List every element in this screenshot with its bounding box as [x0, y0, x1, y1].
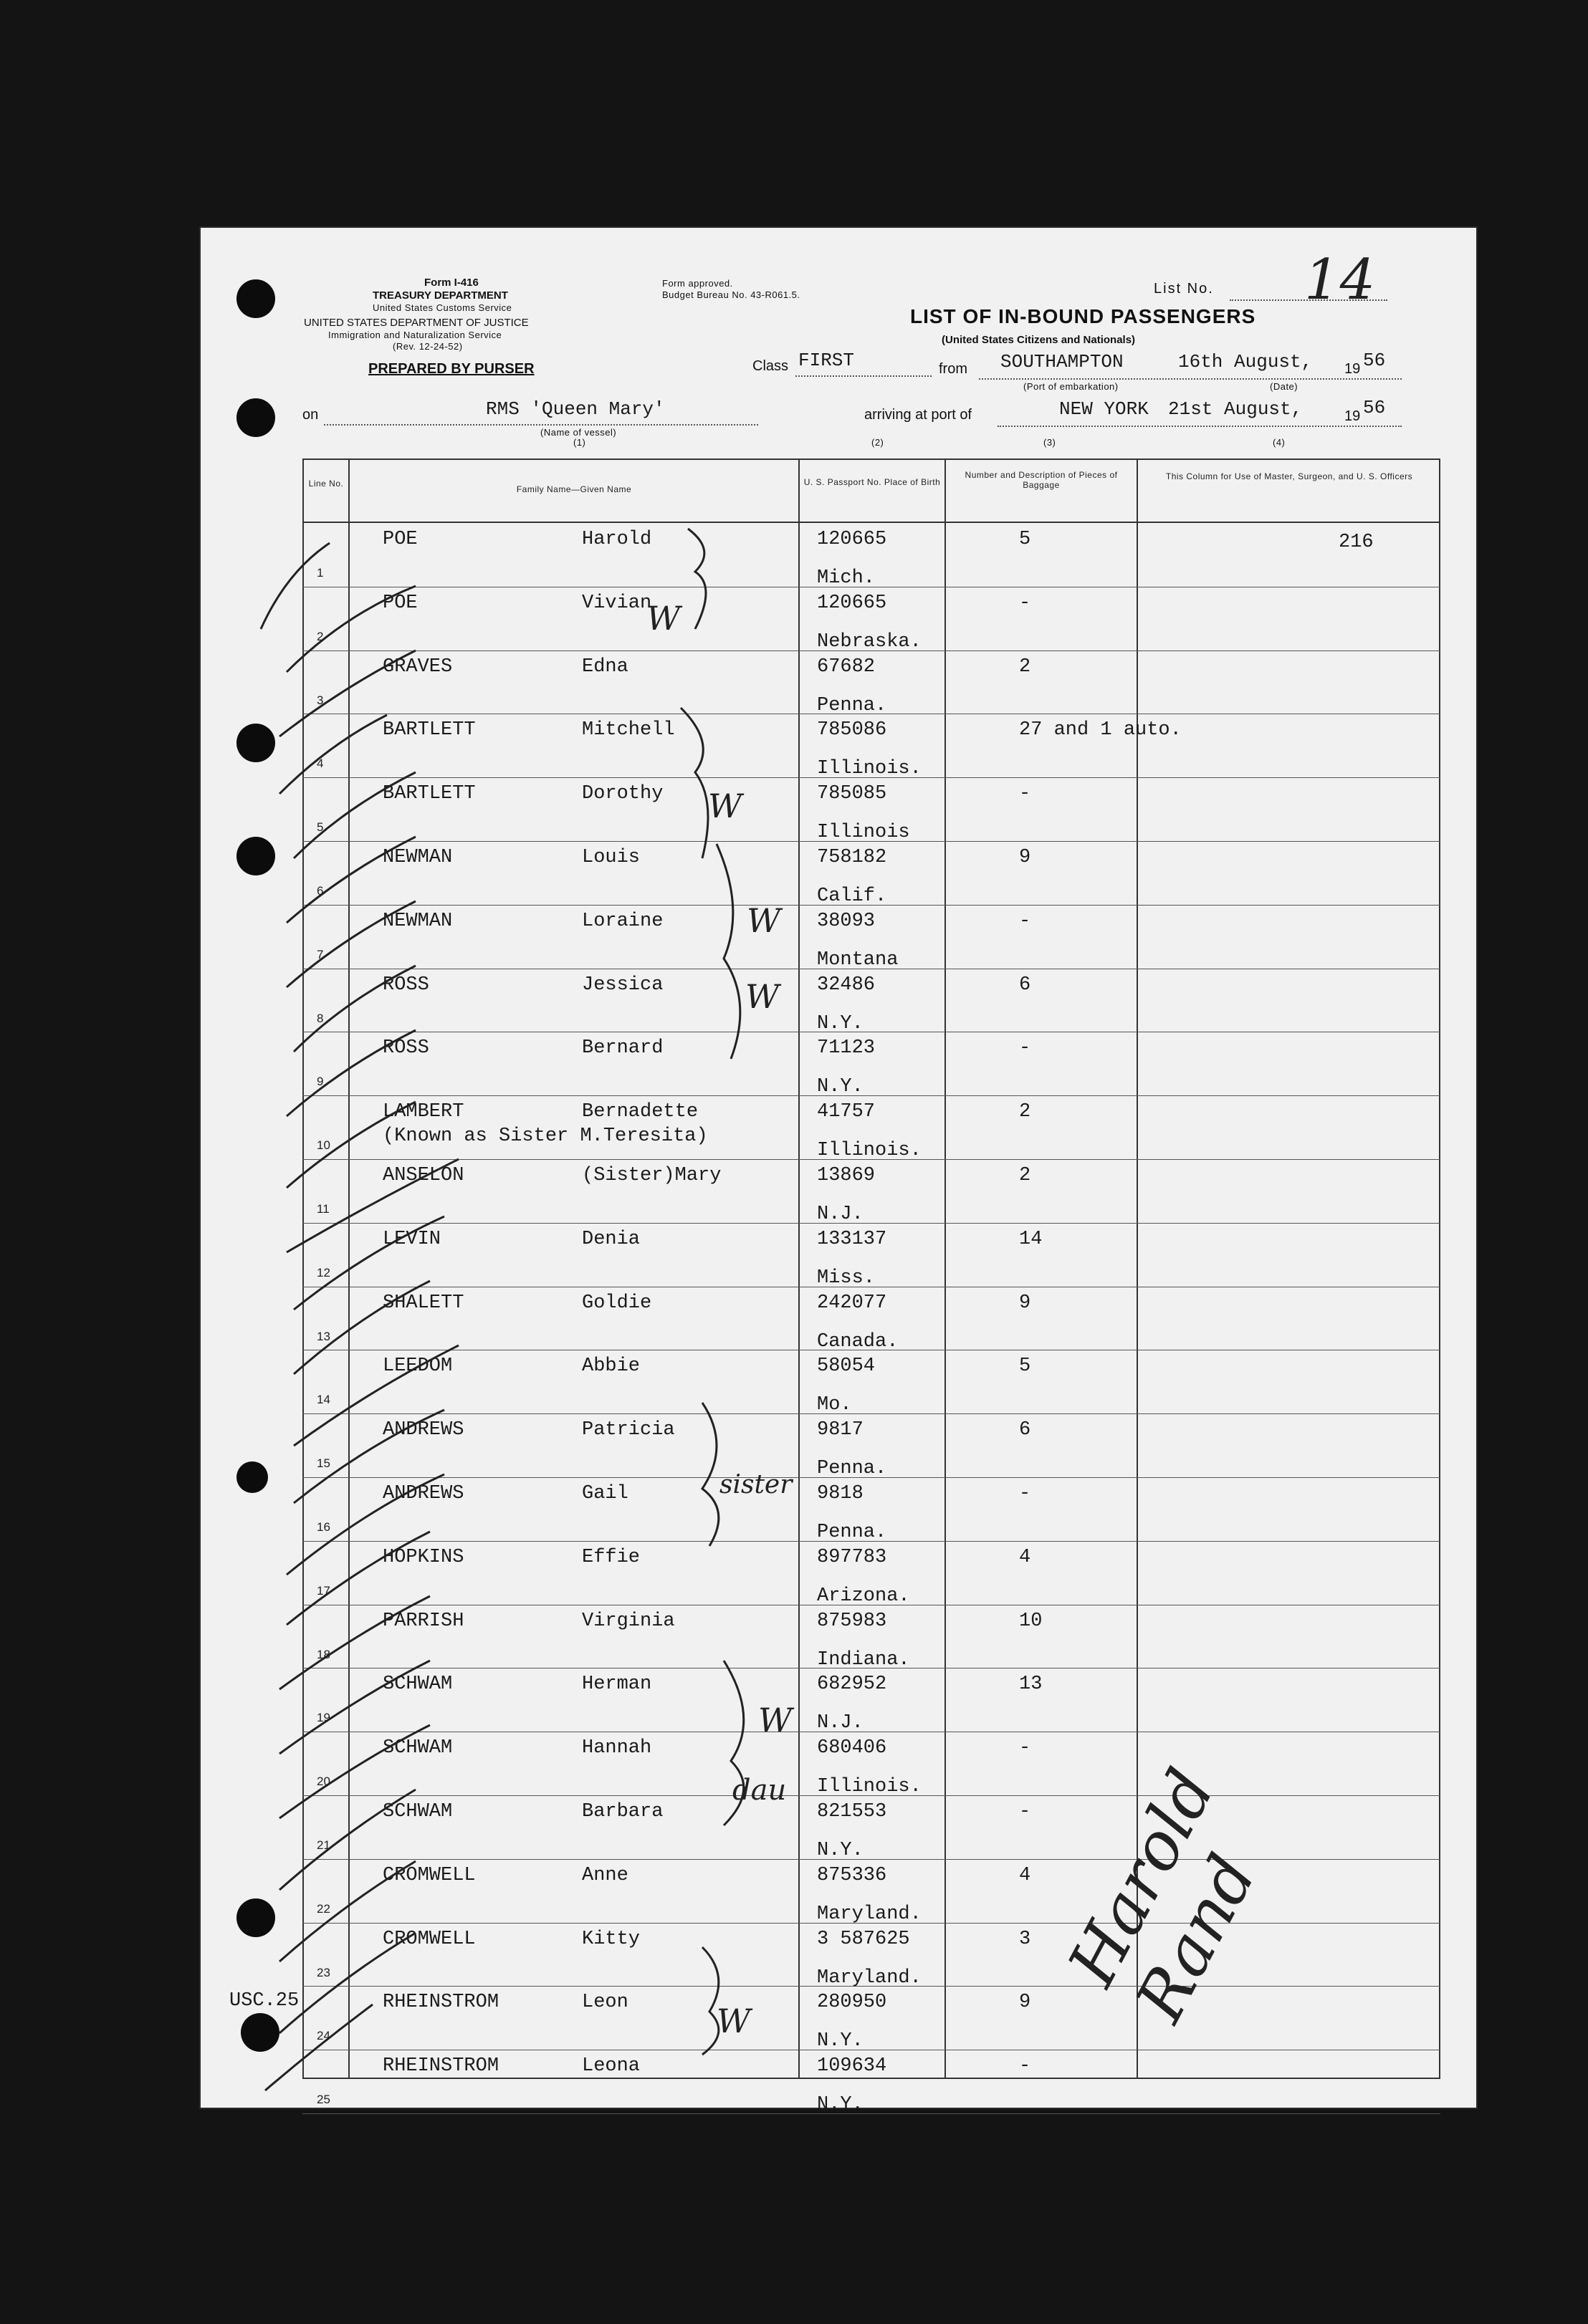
line-number: 19: [317, 1711, 330, 1725]
place-of-birth: Mich.: [817, 567, 876, 589]
line-number: 5: [317, 820, 324, 835]
passport-number: 120665: [817, 592, 887, 614]
passport-number: 875336: [817, 1864, 887, 1886]
arrival-year-prefix: 19: [1344, 408, 1361, 424]
signature: Harold Rand: [1053, 1757, 1271, 2034]
line-number: 13: [317, 1329, 330, 1343]
revision-label: (Rev. 12-24-52): [393, 341, 463, 352]
caption-4: (4): [1273, 437, 1286, 448]
baggage-count: 2: [1019, 1101, 1031, 1123]
justice-label: UNITED STATES DEPARTMENT OF JUSTICE: [304, 317, 529, 329]
baggage-count: 2: [1019, 1165, 1031, 1186]
passport-number: 680406: [817, 1737, 887, 1759]
given-name: Herman: [582, 1674, 652, 1696]
place-of-birth: N.Y.: [817, 1840, 864, 1861]
family-name: SCHWAM: [383, 1737, 453, 1759]
line-number: 1: [317, 566, 324, 580]
treasury-label: TREASURY DEPARTMENT: [373, 289, 508, 302]
place-of-birth: N.Y.: [817, 2030, 864, 2052]
baggage-count: 14: [1019, 1228, 1043, 1250]
passport-number: 9818: [817, 1483, 864, 1504]
family-name: ROSS: [383, 1037, 429, 1060]
baggage-count: 5: [1019, 529, 1031, 550]
passport-number: 13869: [817, 1165, 876, 1186]
line-number: 16: [317, 1520, 330, 1534]
budget-bureau: Budget Bureau No. 43-R061.5.: [662, 289, 800, 300]
given-name: Loraine: [582, 910, 664, 932]
list-no-label: List No.: [1154, 281, 1214, 297]
class-value: FIRST: [798, 350, 855, 371]
given-name: Gail: [582, 1483, 628, 1504]
passport-number: 67682: [817, 656, 876, 678]
baggage-count: -: [1019, 2055, 1031, 2078]
depart-year-prefix: 19: [1344, 361, 1361, 377]
place-of-birth: N.Y.: [817, 1012, 864, 1034]
family-name: LAMBERT: [383, 1101, 464, 1123]
arrival-year: 56: [1363, 397, 1386, 418]
place-of-birth: Indiana.: [817, 1648, 910, 1671]
passport-number: 38093: [817, 910, 876, 932]
passport-number: 785085: [817, 783, 887, 805]
given-name: Kitty: [582, 1928, 641, 1950]
baggage-count: 4: [1019, 1864, 1031, 1886]
line-number: 22: [317, 1901, 330, 1916]
place-of-birth: Maryland.: [817, 1967, 922, 1989]
given-name: Leona: [582, 2055, 641, 2078]
family-name: CROMWELL: [383, 1928, 476, 1950]
place-of-birth: Penna.: [817, 1522, 887, 1543]
arrival-date: 21st August,: [1168, 398, 1303, 420]
line-number: 25: [317, 2093, 330, 2107]
given-name: (Sister)Mary: [582, 1165, 722, 1186]
place-of-birth: Mo.: [817, 1394, 852, 1416]
vessel-name: RMS 'Queen Mary': [486, 398, 665, 420]
place-of-birth: Maryland.: [817, 1903, 922, 1925]
passport-number: 242077: [817, 1292, 887, 1314]
binder-hole: [236, 279, 275, 318]
family-name: GRAVES: [383, 656, 453, 678]
passport-number: 32486: [817, 974, 876, 996]
passport-number: 41757: [817, 1101, 876, 1123]
family-brackets: [681, 529, 744, 2055]
binder-hole: [241, 2013, 279, 2052]
given-name: Edna: [582, 656, 628, 678]
baggage-count: 27 and 1 auto.: [1019, 719, 1182, 741]
hand-w: W: [717, 2002, 751, 2040]
given-name: Virginia: [582, 1610, 675, 1632]
passport-number: 821553: [817, 1801, 887, 1823]
family-name: NEWMAN: [383, 847, 453, 868]
hand-w: W: [745, 977, 780, 1016]
baggage-count: -: [1019, 1037, 1031, 1060]
line-number: 14: [317, 1393, 330, 1407]
place-of-birth: Penna.: [817, 694, 887, 716]
place-of-birth: Calif.: [817, 885, 887, 907]
place-of-birth: Montana: [817, 949, 899, 971]
place-of-birth: Nebraska.: [817, 630, 922, 653]
officer-note: 216: [1339, 532, 1374, 553]
given-name: Anne: [582, 1864, 628, 1886]
line-number: 18: [317, 1647, 330, 1661]
line-number: 21: [317, 1838, 330, 1852]
binder-hole: [236, 1461, 268, 1493]
hand-w: W: [646, 599, 681, 638]
family-name: ANSELON: [383, 1165, 464, 1186]
customs-label: United States Customs Service: [373, 302, 512, 313]
baggage-count: 9: [1019, 847, 1031, 868]
row-divider: [302, 2113, 1440, 2114]
given-name: Harold: [582, 529, 652, 550]
place-of-birth: Canada.: [817, 1330, 899, 1353]
class-label: Class: [752, 358, 789, 374]
date-caption: (Date): [1270, 381, 1298, 392]
place-of-birth: Penna.: [817, 1458, 887, 1480]
baggage-count: -: [1019, 783, 1031, 805]
given-name: Patricia: [582, 1419, 675, 1441]
from-label: from: [939, 361, 967, 377]
baggage-count: 6: [1019, 974, 1031, 996]
line-number: 6: [317, 884, 324, 898]
caption-1: (1): [573, 437, 586, 448]
passport-number: 9817: [817, 1419, 864, 1441]
given-name: Denia: [582, 1228, 641, 1250]
line-number: 23: [317, 1965, 330, 1979]
binder-hole: [236, 837, 275, 875]
baggage-count: -: [1019, 1737, 1031, 1759]
passport-number: 109634: [817, 2055, 887, 2078]
caption-3: (3): [1043, 437, 1056, 448]
line-number: 12: [317, 1265, 330, 1279]
baggage-count: -: [1019, 1801, 1031, 1823]
baggage-count: -: [1019, 1483, 1031, 1504]
port-of-embarkation: SOUTHAMPTON: [1000, 351, 1124, 373]
baggage-count: 5: [1019, 1355, 1031, 1378]
port-caption: (Port of embarkation): [1023, 381, 1119, 392]
family-name: SHALETT: [383, 1292, 464, 1314]
on-label: on: [302, 407, 319, 423]
family-name: NEWMAN: [383, 910, 453, 932]
binder-hole: [236, 1898, 275, 1937]
family-name: HOPKINS: [383, 1546, 464, 1568]
family-name: BARTLETT: [383, 719, 476, 741]
given-name: Barbara: [582, 1801, 664, 1823]
line-number: 2: [317, 629, 324, 643]
col-line-no: Line No.: [308, 479, 344, 489]
given-name: Hannah: [582, 1737, 652, 1759]
passport-number: 897783: [817, 1546, 887, 1568]
family-name: RHEINSTROM: [383, 2055, 499, 2078]
binder-hole: [236, 724, 275, 762]
line-number: 4: [317, 757, 324, 771]
caption-2: (2): [871, 437, 884, 448]
line-number: 10: [317, 1138, 330, 1153]
vessel-caption: (Name of vessel): [540, 427, 617, 438]
arrival-port: NEW YORK: [1059, 398, 1149, 420]
baggage-count: -: [1019, 910, 1031, 932]
line-number: 20: [317, 1775, 330, 1789]
given-name: Vivian: [582, 592, 652, 614]
form-title: LIST OF IN-BOUND PASSENGERS: [910, 305, 1256, 327]
pencil-marks: [201, 228, 1476, 2108]
ins-label: Immigration and Naturalization Service: [328, 330, 502, 340]
place-of-birth: N.J.: [817, 1204, 864, 1225]
family-name: ROSS: [383, 974, 429, 996]
given-name: Louis: [582, 847, 641, 868]
hand-sister: sister: [719, 1470, 793, 1499]
passport-number: 785086: [817, 719, 887, 741]
place-of-birth: Illinois.: [817, 1776, 922, 1798]
prepared-by: PREPARED BY PURSER: [368, 361, 535, 377]
baggage-count: 6: [1019, 1419, 1031, 1441]
passport-number: 133137: [817, 1228, 887, 1250]
col-officers: This Column for Use of Master, Surgeon, and U. S. Officers: [1165, 471, 1413, 481]
family-name: PARRISH: [383, 1610, 464, 1632]
hand-w: W: [758, 1701, 793, 1739]
form-sheet: [201, 228, 1476, 2116]
hand-w: W: [708, 787, 742, 825]
departure-year: 56: [1363, 350, 1386, 371]
place-of-birth: Illinois.: [817, 1140, 922, 1162]
family-name: BARTLETT: [383, 783, 476, 805]
baggage-count: 4: [1019, 1546, 1031, 1568]
passport-number: 3 587625: [817, 1928, 910, 1950]
form-number: Form I-416: [424, 277, 479, 289]
form-subtitle: (United States Citizens and Nationals): [942, 334, 1136, 346]
col-name: Family Name—Given Name: [516, 484, 632, 494]
place-of-birth: Illinois: [817, 822, 910, 844]
line-number: 24: [317, 2029, 330, 2043]
baggage-count: -: [1019, 592, 1031, 614]
col-passport: U. S. Passport No. Place of Birth: [803, 477, 941, 487]
family-name: ANDREWS: [383, 1483, 464, 1504]
given-name: Dorothy: [582, 783, 664, 805]
given-name: Mitchell: [582, 719, 675, 741]
margin-stamp: USC.25: [229, 1990, 300, 2012]
family-name: SCHWAM: [383, 1801, 453, 1823]
line-number: 9: [317, 1075, 324, 1089]
line-number: 15: [317, 1456, 330, 1471]
place-of-birth: N.Y.: [817, 2094, 864, 2116]
hand-dau: dau: [732, 1774, 787, 1807]
given-name: Jessica: [582, 974, 664, 996]
passport-number: 758182: [817, 847, 887, 868]
family-name: LEEDOM: [383, 1355, 453, 1378]
family-name: POE: [383, 592, 418, 614]
given-name: Leon: [582, 1992, 628, 2014]
line-number: 3: [317, 693, 324, 707]
given-name: Bernadette: [582, 1101, 699, 1123]
place-of-birth: Miss.: [817, 1267, 876, 1289]
hand-w: W: [747, 901, 781, 940]
family-name: CROMWELL: [383, 1864, 476, 1886]
baggage-count: 9: [1019, 1292, 1031, 1314]
place-of-birth: Arizona.: [817, 1585, 910, 1607]
given-name: Effie: [582, 1546, 641, 1568]
baggage-count: 2: [1019, 656, 1031, 678]
line-number: 11: [317, 1202, 330, 1216]
baggage-count: 13: [1019, 1674, 1043, 1696]
departure-date: 16th August,: [1178, 351, 1313, 373]
binder-hole: [236, 398, 275, 437]
col-baggage: Number and Description of Pieces of Baggage: [965, 470, 1118, 490]
line-number: 7: [317, 947, 324, 961]
name-note: (Known as Sister M.Teresita): [383, 1125, 708, 1148]
passport-number: 58054: [817, 1355, 876, 1378]
line-number: 17: [317, 1583, 330, 1598]
baggage-count: 10: [1019, 1610, 1043, 1632]
given-name: Goldie: [582, 1292, 652, 1314]
given-name: Abbie: [582, 1355, 641, 1378]
given-name: Bernard: [582, 1037, 664, 1060]
passport-number: 280950: [817, 1992, 887, 2014]
family-name: LEVIN: [383, 1228, 441, 1250]
line-number: 8: [317, 1011, 324, 1025]
baggage-count: 9: [1019, 1992, 1031, 2014]
family-name: RHEINSTROM: [383, 1992, 499, 2014]
place-of-birth: Illinois.: [817, 758, 922, 780]
passport-number: 682952: [817, 1674, 887, 1696]
check-marks: [261, 543, 459, 2090]
baggage-count: 3: [1019, 1928, 1031, 1950]
list-no-handwritten: 14: [1304, 248, 1376, 312]
family-name: POE: [383, 529, 418, 550]
passport-number: 120665: [817, 529, 887, 550]
family-name: SCHWAM: [383, 1674, 453, 1696]
passport-number: 875983: [817, 1610, 887, 1632]
place-of-birth: N.J.: [817, 1712, 864, 1734]
arriving-label: arriving at port of: [864, 407, 972, 423]
form-approved: Form approved.: [662, 278, 733, 289]
family-name: ANDREWS: [383, 1419, 464, 1441]
passport-number: 71123: [817, 1037, 876, 1060]
place-of-birth: N.Y.: [817, 1076, 864, 1098]
